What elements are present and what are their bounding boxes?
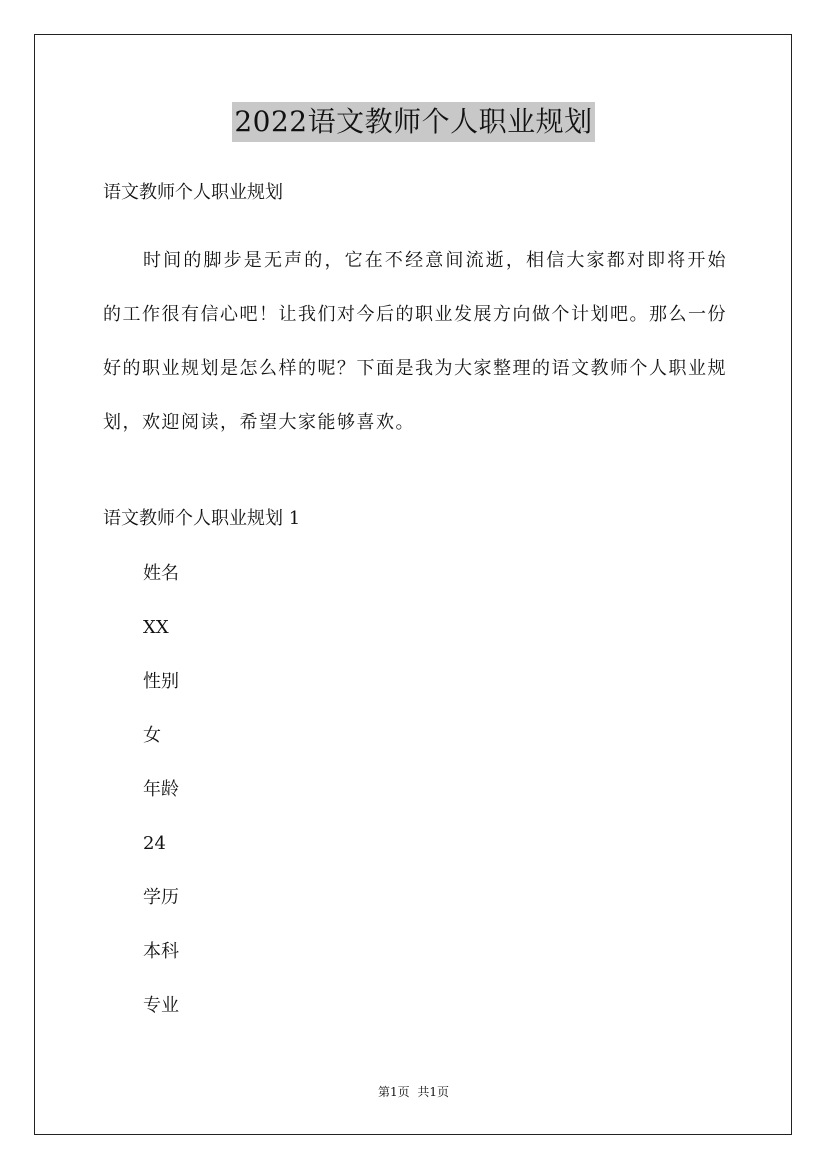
intro-paragraph: 时间的脚步是无声的，它在不经意间流逝，相信大家都对即将开始的工作很有信心吧！让我们对今后的职业发展方向做个计划吧。那么一份好的职业规划是怎么样的呢？下面是我为大家整理的语文教师个人职业规划，欢迎阅读，希望大家能够喜欢。 <box>103 250 727 433</box>
field-gender-value: 女 <box>143 725 161 746</box>
page-number: 第1页 <box>378 1085 410 1099</box>
field-education-value: 本科 <box>143 941 179 962</box>
field-major-label: 专业 <box>143 995 179 1016</box>
document-title: 2022语文教师个人职业规划 <box>232 102 594 142</box>
field-age-value: 24 <box>143 833 166 854</box>
field-gender-label: 性别 <box>143 671 179 692</box>
page-footer <box>0 1084 827 1100</box>
title-container <box>0 102 827 142</box>
field-age-label: 年龄 <box>143 779 179 800</box>
page-total: 共1页 <box>417 1085 449 1099</box>
field-education-label: 学历 <box>143 887 179 908</box>
section-heading: 语文教师个人职业规划 1 <box>103 508 301 529</box>
field-name-value: XX <box>143 617 169 638</box>
field-name-label: 姓名 <box>143 563 179 584</box>
document-subtitle: 语文教师个人职业规划 <box>103 182 283 203</box>
